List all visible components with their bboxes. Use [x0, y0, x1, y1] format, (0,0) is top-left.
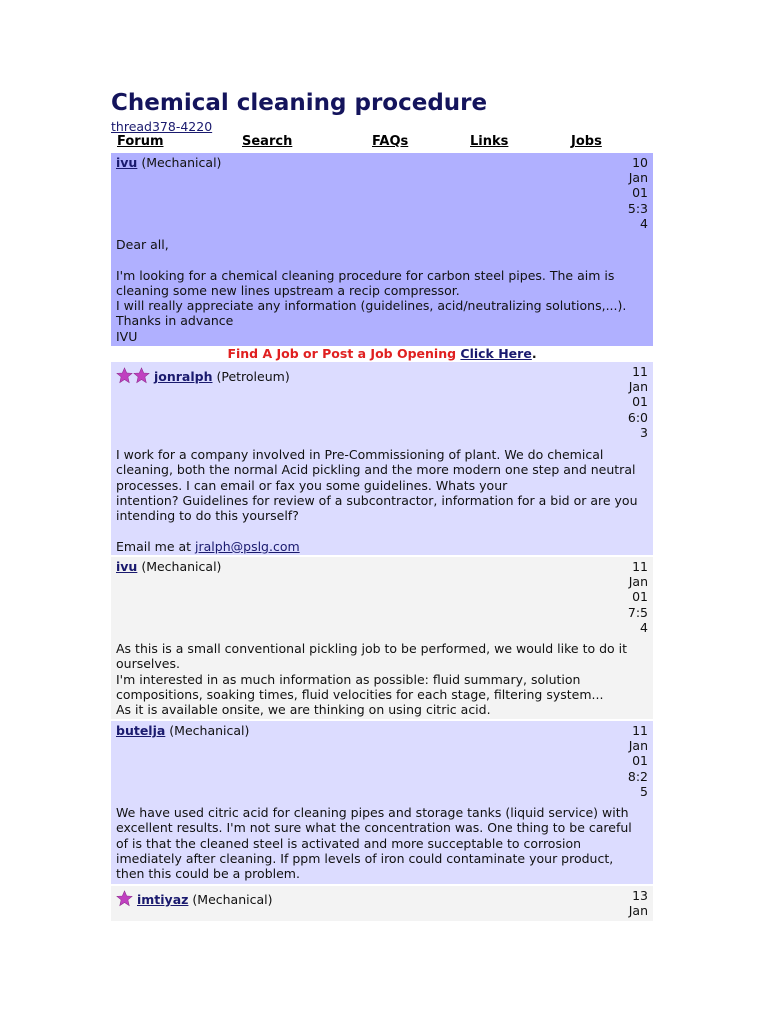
post-date [624, 888, 648, 918]
post-dept: (Mechanical) [169, 723, 250, 738]
date-month: Jan [628, 574, 648, 590]
nav-faqs[interactable]: FAQs [372, 134, 409, 149]
forum-post [111, 721, 653, 884]
post-author[interactable]: butelja [116, 723, 166, 738]
email-prefix: Email me at [116, 538, 196, 554]
date-time: 8:2 [627, 768, 648, 784]
post-line: compositions, soaking times, fluid velocities for each stage, filtering system... [116, 686, 604, 702]
date-day: 10 [632, 155, 648, 170]
forum-post [111, 557, 653, 719]
star-icon [133, 367, 150, 384]
date-year: 01 [632, 753, 648, 769]
date-time: 7:5 [627, 604, 648, 620]
date-time: 5:3 [627, 200, 648, 216]
post-author[interactable]: jonralph [153, 369, 213, 384]
date-month: Jan [628, 738, 648, 754]
star-icon [116, 890, 133, 907]
post-body [116, 447, 648, 554]
post-line: processes. I can email or fax you some guidelines. Whats your [116, 477, 508, 493]
date-year: 01 [632, 589, 648, 605]
nav-links[interactable]: Links [470, 134, 509, 149]
post-line: intention? Guidelines for review of a subcontractor, information for a bid or are you [116, 492, 638, 508]
job-banner-suffix: . [531, 346, 537, 361]
post-line: imediately after cleaning. If ppm levels of iron could contaminate your product, [116, 850, 614, 866]
post-header [116, 367, 290, 384]
post-line: then this could be a problem. [116, 866, 300, 882]
forum-post [111, 886, 653, 921]
post-line [116, 252, 648, 267]
post-line: Thanks in advance [116, 313, 234, 329]
forum-post [111, 153, 653, 346]
post-line [116, 539, 648, 554]
post-line: cleaning, both the normal Acid pickling and the more modern one step and neutral [116, 462, 636, 478]
date-month: Jan [628, 170, 648, 186]
date-day: 13 [632, 888, 648, 903]
date-time: 6:0 [627, 409, 648, 425]
page-title: Chemical cleaning procedure [111, 90, 488, 116]
post-date [624, 559, 648, 635]
post-author[interactable]: ivu [116, 559, 138, 574]
post-line: intending to do this yourself? [116, 508, 299, 524]
date-time-cont: 3 [640, 424, 648, 440]
email-link[interactable]: jralph@pslg.com [195, 538, 300, 554]
post-dept: (Mechanical) [192, 892, 273, 907]
post-body [116, 805, 648, 881]
date-month: Jan [628, 379, 648, 395]
date-time-cont: 4 [640, 619, 648, 635]
post-line: excellent results. I'm not sure what the concentration was. One thing to be careful [116, 820, 632, 836]
date-day: 11 [632, 559, 648, 574]
post-line: As it is available onsite, we are thinking on using citric acid. [116, 702, 491, 718]
post-line [116, 523, 648, 538]
post-line: IVU [116, 328, 138, 344]
post-dept: (Petroleum) [216, 369, 290, 384]
date-year: 01 [632, 394, 648, 410]
post-dept: (Mechanical) [141, 155, 222, 170]
date-time-cont: 5 [640, 783, 648, 799]
post-header [116, 559, 221, 574]
post-body [116, 641, 648, 717]
post-line: Dear all, [116, 237, 169, 252]
job-banner [111, 346, 653, 361]
thread-link[interactable]: thread378-4220 [111, 119, 213, 134]
post-body [116, 237, 648, 344]
nav-forum[interactable]: Forum [117, 134, 164, 149]
job-banner-text: Find A Job or Post a Job Opening [227, 346, 461, 361]
post-line: I work for a company involved in Pre-Commissioning of plant. We do chemical [116, 447, 604, 462]
post-line: We have used citric acid for cleaning pipes and storage tanks (liquid service) with [116, 805, 629, 820]
date-time-cont: 4 [640, 215, 648, 231]
post-date [624, 155, 648, 231]
nav-jobs[interactable]: Jobs [571, 134, 602, 149]
date-month: Jan [628, 903, 648, 919]
post-line: ourselves. [116, 656, 180, 672]
post-header [116, 890, 273, 907]
post-author[interactable]: ivu [116, 155, 138, 170]
post-header [116, 723, 249, 738]
post-header [116, 155, 221, 170]
date-day: 11 [632, 723, 648, 738]
post-line: cleaning some new lines upstream a recip compressor. [116, 282, 460, 298]
date-year: 01 [632, 185, 648, 201]
post-line: I will really appreciate any information (guidelines, acid/neutralizing solutions,...). [116, 298, 627, 314]
post-line: I'm looking for a chemical cleaning procedure for carbon steel pipes. The aim is [116, 267, 615, 283]
date-day: 11 [632, 364, 648, 379]
post-date [624, 723, 648, 799]
nav-search[interactable]: Search [242, 134, 293, 149]
post-date [624, 364, 648, 440]
nav-bar [111, 134, 653, 150]
star-icon [116, 367, 133, 384]
post-dept: (Mechanical) [141, 559, 222, 574]
post-author[interactable]: imtiyaz [136, 892, 189, 907]
forum-post [111, 362, 653, 555]
post-line: As this is a small conventional pickling job to be performed, we would like to do it [116, 641, 628, 656]
job-banner-link[interactable]: Click Here [460, 346, 532, 361]
post-line: I'm interested in as much information as possible: fluid summary, solution [116, 671, 581, 687]
post-line: of is that the cleaned steel is activated and more succeptable to corrosion [116, 835, 582, 851]
